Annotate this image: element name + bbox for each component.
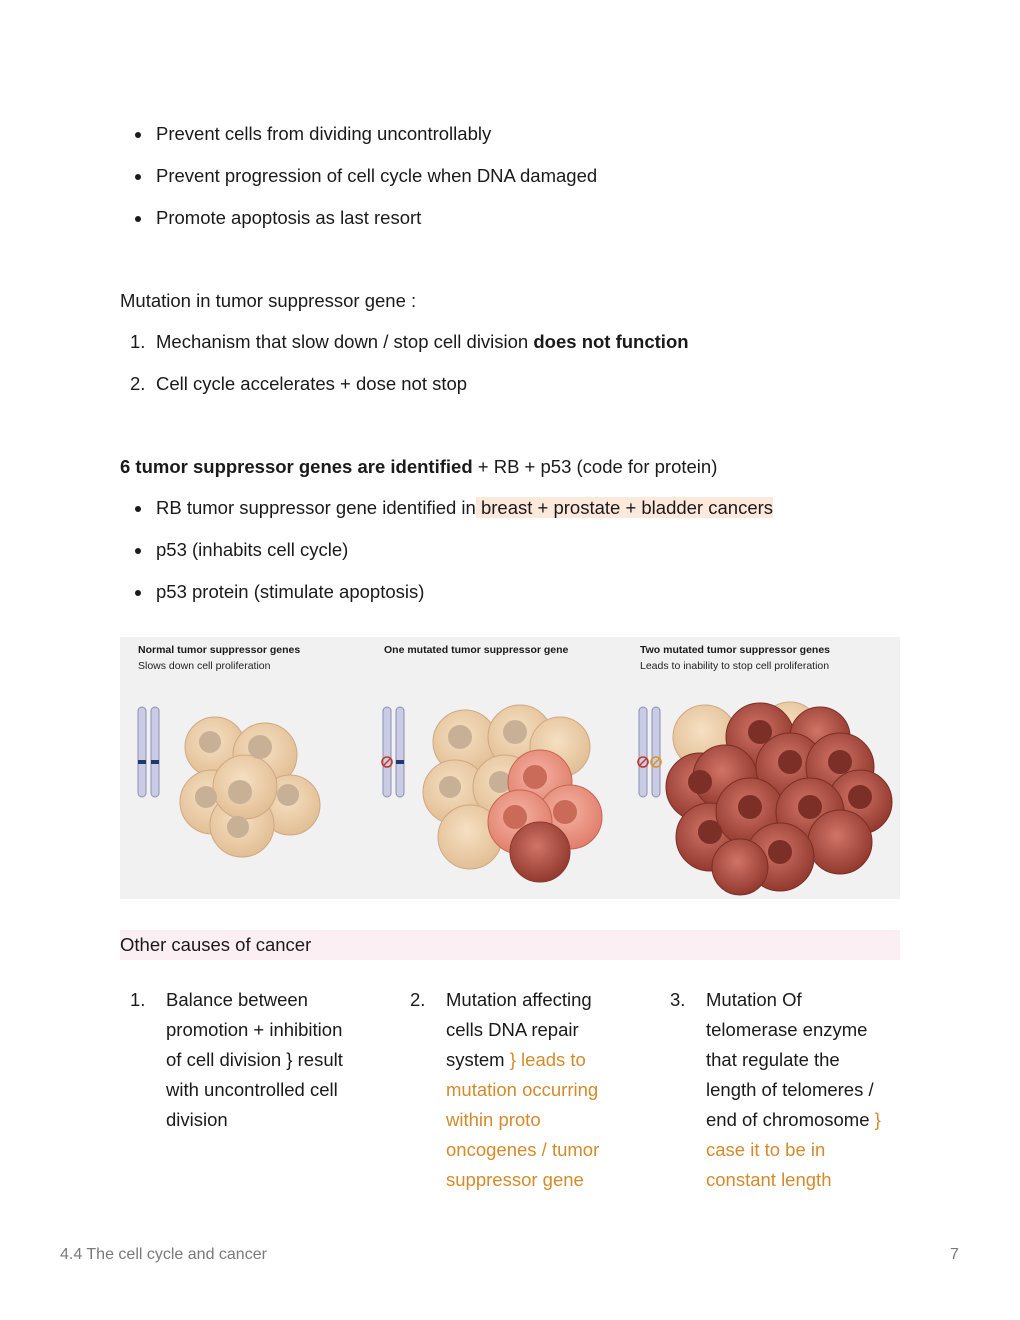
cause-line: Mutation Of [706, 989, 802, 1010]
cause-line [706, 1105, 936, 1135]
panel-title-two-mutated: Two mutated tumor suppressor genes [640, 644, 830, 656]
panel-title-one-mutated: One mutated tumor suppressor gene [384, 644, 569, 656]
list-item-text: Cell cycle accelerates + dose not stop [156, 373, 468, 394]
chromosome-pair-normal [138, 707, 159, 797]
mutated-cell-cluster-one [423, 705, 602, 882]
list-item [120, 372, 689, 414]
cause-line: oncogenes / tumor [446, 1139, 600, 1160]
cause-line: suppressor gene [446, 1169, 584, 1190]
list-item-text: p53 protein (stimulate apoptosis) [156, 581, 425, 602]
cause-line: mutation occurring [446, 1079, 599, 1100]
list-number: 2. [130, 373, 146, 394]
bullet-list-genes [120, 496, 773, 622]
list-item-text: Promote apoptosis as last resort [156, 207, 422, 228]
tumor-suppressor-figure [120, 637, 900, 899]
page-number: 7 [950, 1246, 959, 1263]
list-item-text: p53 (inhabits cell cycle) [156, 539, 349, 560]
list-number: 2. [410, 989, 426, 1010]
list-item-text: Prevent progression of cell cycle when DNA damaged [156, 165, 598, 186]
chromosome-pair-two-mutated [638, 707, 661, 797]
highlighted-text: breast + prostate + bladder cancers [475, 497, 774, 518]
cause-line-text: system [446, 1049, 510, 1070]
list-item-text: Mechanism that slow down / stop cell division [156, 331, 534, 352]
cause-line: constant length [706, 1169, 832, 1190]
list-number: 3. [670, 989, 686, 1010]
mutated-cell-cluster-two [666, 702, 892, 895]
list-item [120, 330, 689, 372]
cause-line: with uncontrolled cell [166, 1079, 338, 1100]
list-item [120, 496, 773, 538]
numbered-list-mutation [120, 330, 689, 414]
genes-heading-rest: + RB + p53 (code for protein) [472, 456, 718, 477]
cause-line: of cell division } result [166, 1049, 343, 1070]
cause-line: length of telomeres / [706, 1079, 874, 1100]
panel-title-normal: Normal tumor suppressor genes [138, 644, 301, 656]
cause-line: cells DNA repair [446, 1019, 579, 1040]
cause-line: Mutation affecting [446, 989, 592, 1010]
cause-line: telomerase enzyme [706, 1019, 868, 1040]
cause-line: case it to be in [706, 1139, 826, 1160]
list-number: 1. [130, 331, 146, 352]
bullet-list-functions [120, 122, 597, 248]
genes-heading-bold: 6 tumor suppressor genes are identified [120, 456, 473, 477]
cause-line-text: end of chromosome [706, 1109, 875, 1130]
panel-subtitle-normal: Slows down cell proliferation [138, 660, 271, 672]
cause-line: within proto [446, 1109, 541, 1130]
cause-line-orange: } [874, 1109, 881, 1130]
mutation-heading: Mutation in tumor suppressor gene : [120, 290, 417, 311]
cause-line-orange: } leads to [509, 1049, 586, 1070]
cause-line [446, 1045, 666, 1075]
cause-line: promotion + inhibition [166, 1019, 343, 1040]
cause-line: that regulate the [706, 1049, 840, 1070]
list-item-bold: does not function [533, 331, 689, 352]
cell-illustration [120, 637, 900, 899]
list-item [120, 164, 597, 206]
section-heading-bar [120, 930, 900, 960]
list-item-text: Prevent cells from dividing uncontrollably [156, 123, 492, 144]
cause-line: division [166, 1109, 228, 1130]
footer-title: 4.4 The cell cycle and cancer [60, 1246, 267, 1263]
list-item [120, 538, 773, 580]
list-number: 1. [130, 989, 146, 1010]
section-heading: Other causes of cancer [120, 934, 312, 955]
cause-line: Balance between [166, 989, 308, 1010]
list-item [120, 206, 597, 248]
list-item [120, 580, 773, 622]
normal-cell-cluster [180, 717, 320, 857]
panel-subtitle-two-mutated: Leads to inability to stop cell proliferation [640, 660, 830, 672]
list-item [120, 122, 597, 164]
list-item-text: RB tumor suppressor gene identified in [156, 497, 476, 518]
genes-heading [120, 455, 717, 479]
chromosome-pair-one-mutated [382, 707, 404, 797]
